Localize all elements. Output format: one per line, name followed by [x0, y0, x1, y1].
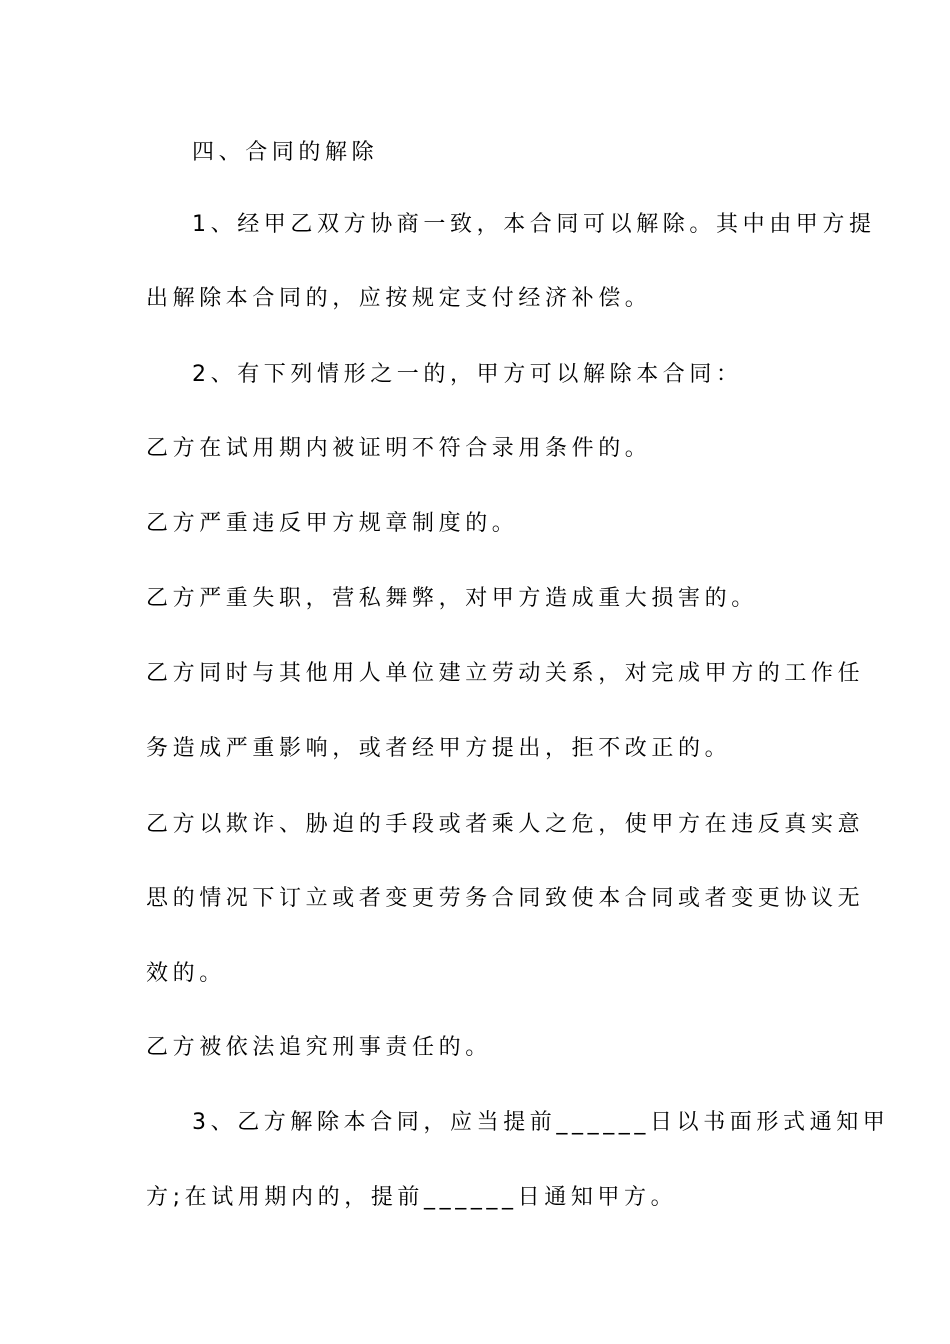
paragraph-line: 乙方严重违反甲方规章制度的。	[146, 511, 519, 536]
paragraph-line: 乙方同时与其他用人单位建立劳动关系，对完成甲方的工作任	[146, 661, 865, 686]
paragraph-line: 乙方被依法追究刑事责任的。	[146, 1035, 492, 1060]
paragraph-line: 3、乙方解除本合同，应当提前______日以书面形式通知甲	[192, 1110, 890, 1135]
paragraph-line: 思的情况下订立或者变更劳务合同致使本合同或者变更协议无	[146, 886, 865, 911]
paragraph-line: 乙方以欺诈、胁迫的手段或者乘人之危，使甲方在违反真实意	[146, 812, 865, 837]
section-heading: 四、合同的解除	[192, 140, 379, 165]
paragraph-line: 出解除本合同的，应按规定支付经济补偿。	[146, 286, 652, 311]
paragraph-line: 效的。	[146, 961, 226, 986]
paragraph-line: 1、经甲乙双方协商一致，本合同可以解除。其中由甲方提	[192, 212, 876, 237]
paragraph-line: 务造成严重影响，或者经甲方提出，拒不改正的。	[146, 736, 732, 761]
paragraph-line: 2、有下列情形之一的，甲方可以解除本合同：	[192, 362, 743, 387]
paragraph-line: 方;在试用期内的，提前______日通知甲方。	[146, 1185, 678, 1210]
paragraph-line: 乙方在试用期内被证明不符合录用条件的。	[146, 436, 652, 461]
paragraph-line: 乙方严重失职，营私舞弊，对甲方造成重大损害的。	[146, 586, 758, 611]
